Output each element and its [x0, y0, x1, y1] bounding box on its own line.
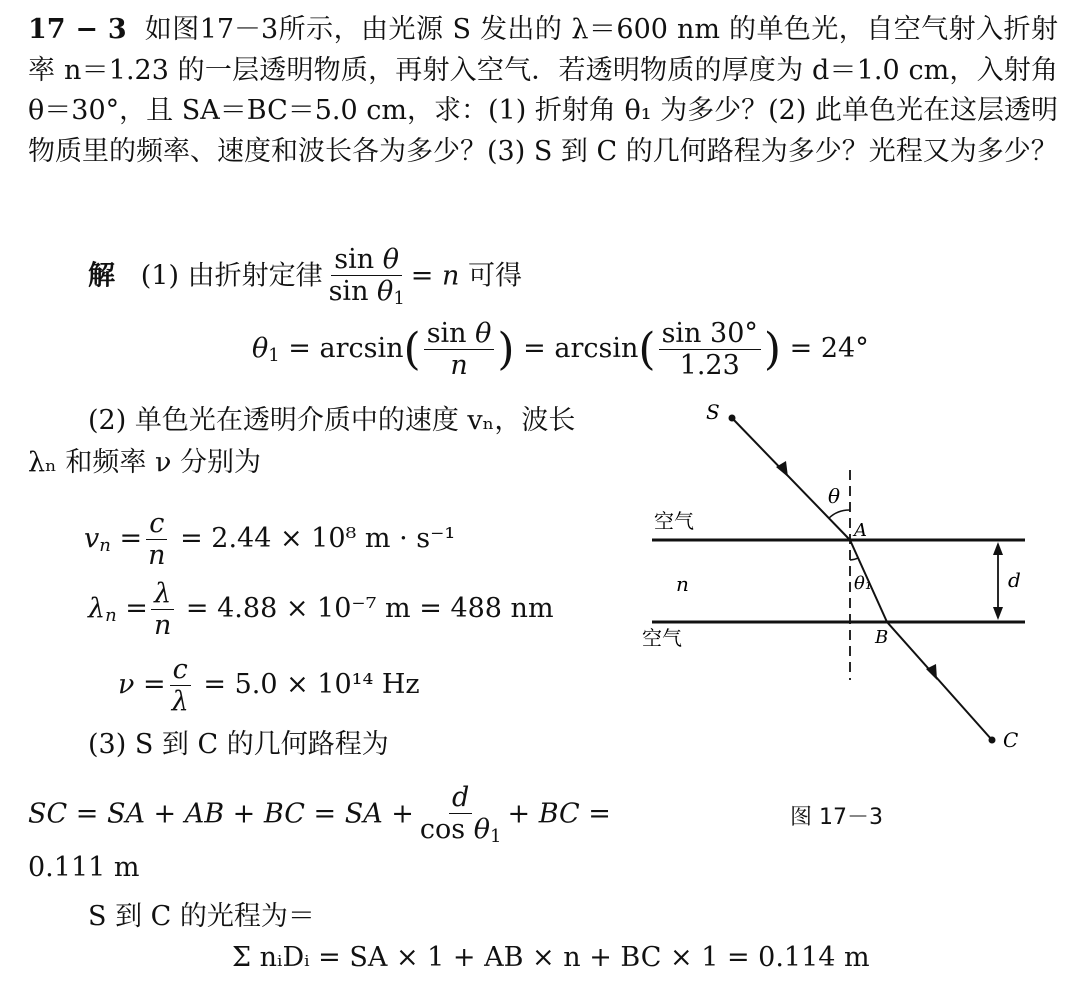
figure-caption: 图 17－3 — [790, 805, 883, 830]
sc-result: 0.111 m — [28, 852, 140, 883]
equation-sc: SC = SA + AB + BC = SA + $\frac{d}{\cos \theta_1}$ + BC = — [28, 782, 611, 848]
velocity-value: = 2.44 × 10⁸ m · s⁻¹ — [180, 523, 456, 555]
problem-statement — [28, 10, 1058, 172]
part1-text: (1) 由折射定律 — [140, 260, 323, 292]
label-n: n — [676, 572, 689, 596]
equation-frequency: ν = $\frac{c}{\lambda}$ = 5.0 × 10¹⁴ Hz — [118, 654, 420, 718]
label-d: d — [1008, 568, 1021, 592]
theta1-arc — [850, 558, 858, 560]
label-b: B — [875, 627, 889, 648]
equation-velocity: $v_n$ = $\frac{c}{n}$ = 2.44 × 10⁸ m · s⁻¹ — [84, 508, 456, 572]
thickness-arrow-up-icon — [993, 542, 1003, 555]
incident-ray — [732, 418, 850, 540]
frequency-value: = 5.0 × 10¹⁴ Hz — [203, 669, 420, 701]
problem-text: 如图17－3所示，由光源 S 发出的 λ＝600 nm 的单色光，自空气射入折射率 n＝1.23 的一层透明物质，再射入空气．若透明物质的厚度为 d＝1.0 cm，入射角 θ＝30°，且 SA＝BC＝5.0 cm，求：(1) 折射角 θ₁ 为多少？(2) 此单色光在这层透明物质里的频率、速度和波长各为多少？(3) S 到 C 的几何路程为多少？光程又为多少？ — [28, 14, 1058, 167]
part3-text: (3) S 到 C 的几何路程为 — [88, 729, 389, 760]
problem-number: 17 − 3 — [28, 14, 127, 45]
part2-line2: λₙ 和频率 ν 分别为 — [28, 447, 261, 478]
emergent-ray — [887, 622, 992, 740]
solution-label: 解 — [88, 260, 115, 292]
theta1-value: = 24° — [789, 333, 869, 365]
label-theta: θ — [828, 484, 841, 508]
equation-theta1: $\theta_1 = \arcsin$( $\frac{\text{sin θ}}{n}$ ) = arcsin( $\frac{\sin 30^\circ}{1.23}$ ) = 24° — [252, 318, 869, 382]
part1-text-after: 可得 — [467, 260, 522, 292]
incident-arrow-icon — [776, 461, 788, 477]
label-a: A — [854, 520, 867, 541]
label-theta1: θ₁ — [854, 573, 873, 594]
thickness-arrow-down-icon — [993, 607, 1003, 620]
part4-text: S 到 C 的光程为＝ — [88, 901, 315, 932]
label-air-bottom: 空气 — [642, 626, 682, 650]
point-s — [729, 415, 736, 422]
point-c — [989, 737, 996, 744]
theta-arc — [829, 510, 850, 518]
wavelength-value: = 4.88 × 10⁻⁷ m = 488 nm — [185, 593, 554, 625]
refraction-diagram — [640, 395, 1060, 765]
solution-part1: 解 (1) 由折射定律 $\frac{\text{sin θ}}{\sin \theta_1}$ = n 可得 — [88, 244, 522, 310]
label-air-top: 空气 — [654, 509, 694, 533]
label-c: C — [1003, 728, 1019, 752]
equation-optical-path: Σ nᵢDᵢ = SA × 1 + AB × n + BC × 1 = 0.114 m — [232, 942, 870, 973]
snell-law-fraction: $\frac{\text{sin θ}}{\sin \theta_1}$ — [328, 244, 405, 310]
part2-line1: (2) 单色光在透明介质中的速度 vₙ，波长 — [88, 405, 576, 436]
label-s: S — [706, 400, 720, 424]
equation-wavelength: $\lambda_n$ = $\frac{\lambda}{n}$ = 4.88 × 10⁻⁷ m = 488 nm — [88, 578, 554, 642]
